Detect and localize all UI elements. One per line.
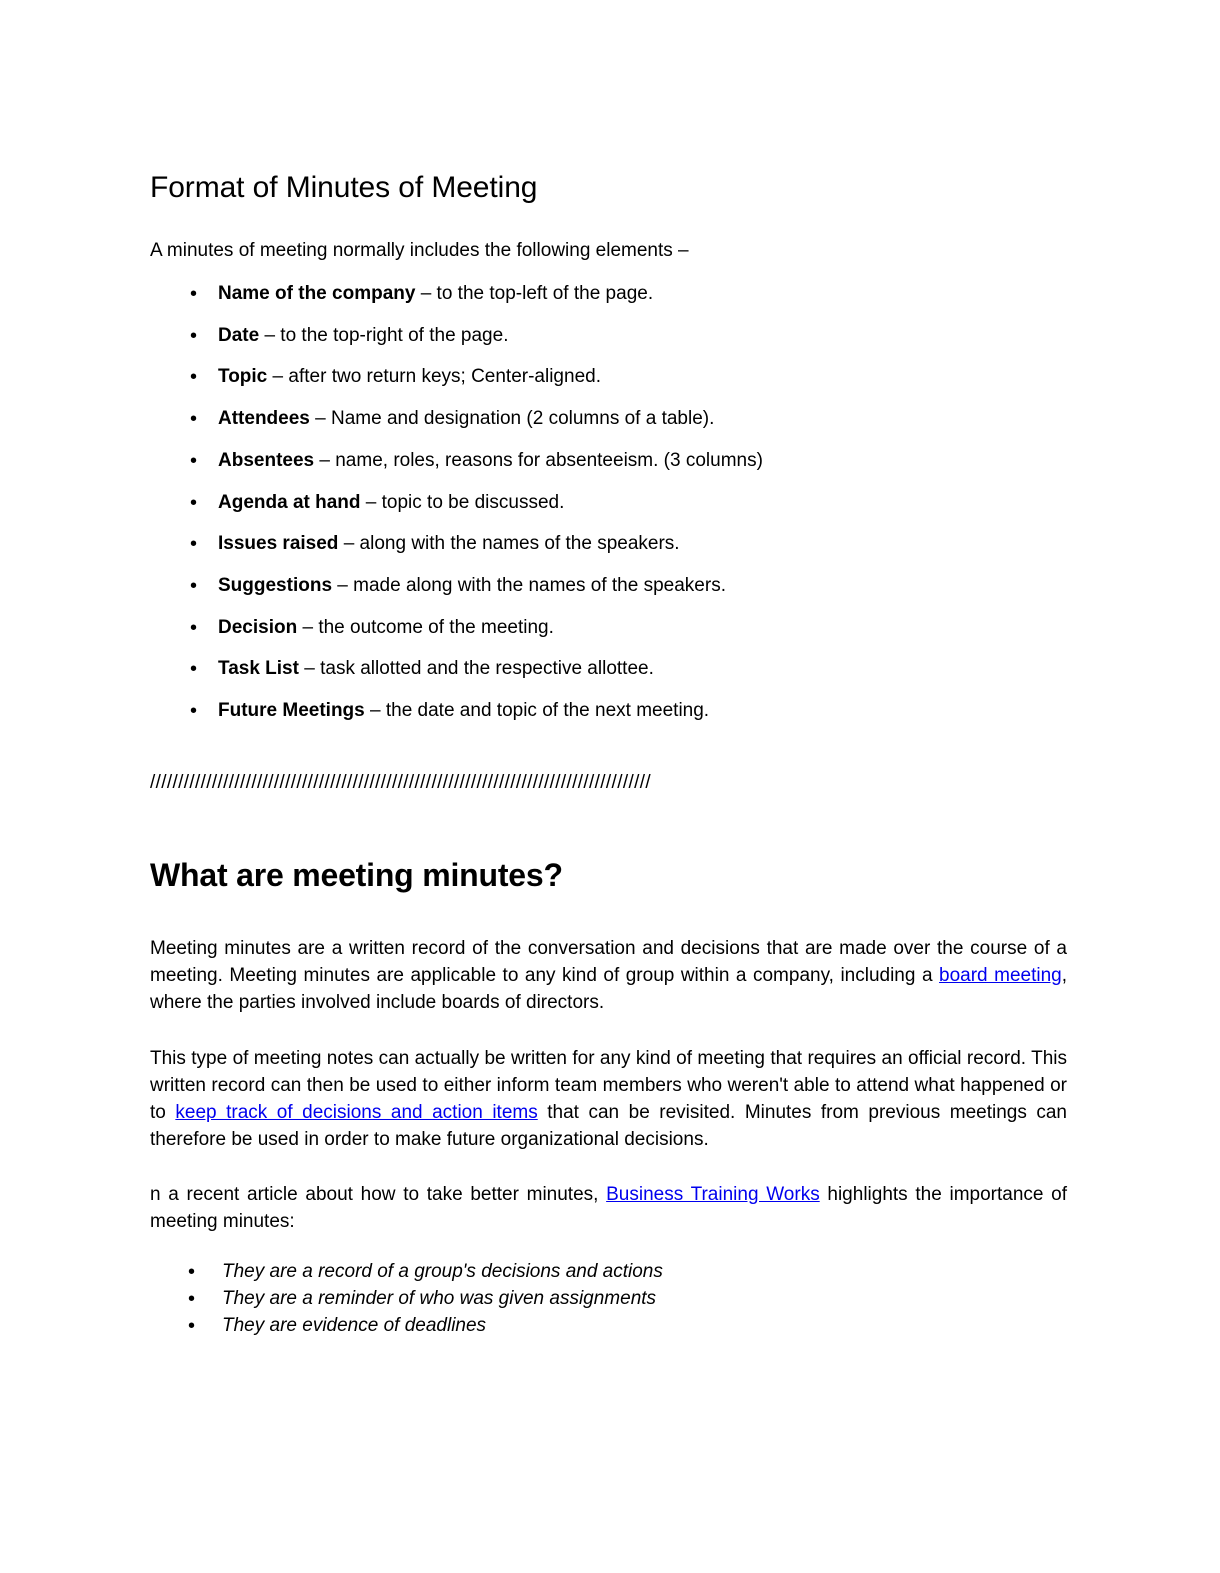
paragraph-recent-article	[150, 1181, 1067, 1235]
list-item	[150, 324, 1067, 349]
paragraph-text: , where the parties involved include boards of directors.	[150, 965, 1068, 1014]
list-item-description: – after two return keys; Center-aligned.	[267, 366, 601, 388]
list-item-term: Suggestions	[218, 574, 333, 596]
list-item	[150, 491, 1067, 516]
list-item	[150, 616, 1067, 641]
paragraph-text: Meeting minutes are a written record of the conversation and decisions that are made over the course of a meeting. Meeting minutes are applicable to any kind of group within a company, including a	[150, 938, 1067, 987]
paragraph-text: n a recent article about how to take better minutes,	[150, 1184, 607, 1206]
list-item-term: Task List	[218, 658, 299, 680]
list-item-term: Decision	[218, 616, 298, 638]
list-item-description: – to the top-right of the page.	[259, 324, 509, 346]
list-item-term: Agenda at hand	[218, 491, 361, 513]
paragraph-text: This type of meeting notes can actually be written for any kind of meeting that requires an official record. This written record can then be used to either inform team members who weren't able to attend what happened or to	[150, 1047, 1067, 1123]
format-elements-list	[150, 282, 1067, 724]
list-item-description: – made along with the names of the speakers.	[332, 574, 726, 596]
list-item-term: Future Meetings	[218, 699, 365, 721]
list-item-term: Date	[218, 324, 260, 346]
list-item	[150, 574, 1067, 599]
list-item-description: – the date and topic of the next meeting.	[364, 699, 710, 721]
list-item-term: Topic	[218, 366, 268, 388]
list-item-term: Absentees	[218, 449, 315, 471]
list-item-description: – along with the names of the speakers.	[338, 533, 680, 555]
list-item-term: Attendees	[218, 408, 310, 430]
paragraph-meeting-notes	[150, 1045, 1067, 1154]
list-item: • They are a record of a group's decisions and actions	[150, 1259, 1067, 1286]
list-item	[150, 699, 1067, 724]
intro-paragraph: A minutes of meeting normally includes the following elements –	[150, 240, 689, 262]
paragraph-what-are-minutes	[150, 935, 1067, 1016]
paragraph-text: that can be revisited. Minutes from previous meetings can therefore be used in order to make future organizational decisions.	[150, 1101, 1067, 1151]
list-item	[150, 657, 1067, 682]
business-training-works-link[interactable]: Business Training Works	[606, 1184, 820, 1206]
spacer	[150, 795, 1067, 857]
keep-track-decisions-link[interactable]: keep track of decisions and action items	[175, 1101, 538, 1123]
paragraph-text: highlights the importance of meeting minutes:	[150, 1184, 1068, 1233]
section-heading: What are meeting minutes?	[150, 857, 563, 894]
list-item: • They are evidence of deadlines	[150, 1313, 1067, 1340]
list-item-description: – Name and designation (2 columns of a table).	[309, 408, 715, 430]
list-item	[150, 365, 1067, 390]
list-item-description: – task allotted and the respective allottee.	[298, 658, 654, 680]
list-item-description: – topic to be discussed.	[360, 491, 565, 513]
list-item-description: – name, roles, reasons for absenteeism. (3 columns)	[314, 449, 763, 471]
list-item	[150, 407, 1067, 432]
list-item	[150, 282, 1067, 307]
list-item-term: Issues raised	[218, 533, 339, 555]
list-item-term: Name of the company	[218, 283, 416, 305]
list-item	[150, 449, 1067, 474]
list-item: • They are a reminder of who was given assignments	[150, 1286, 1067, 1313]
board-meeting-link[interactable]: board meeting	[939, 965, 1062, 987]
page-title: Format of Minutes of Meeting	[150, 171, 538, 204]
list-item-description: – the outcome of the meeting.	[297, 616, 554, 638]
list-item-description: – to the top-left of the page.	[415, 283, 654, 305]
importance-list	[150, 1259, 1067, 1340]
list-item	[150, 532, 1067, 557]
slash-divider: /////////////////////////////////////////////////////////////////////////////////////////	[150, 771, 651, 793]
